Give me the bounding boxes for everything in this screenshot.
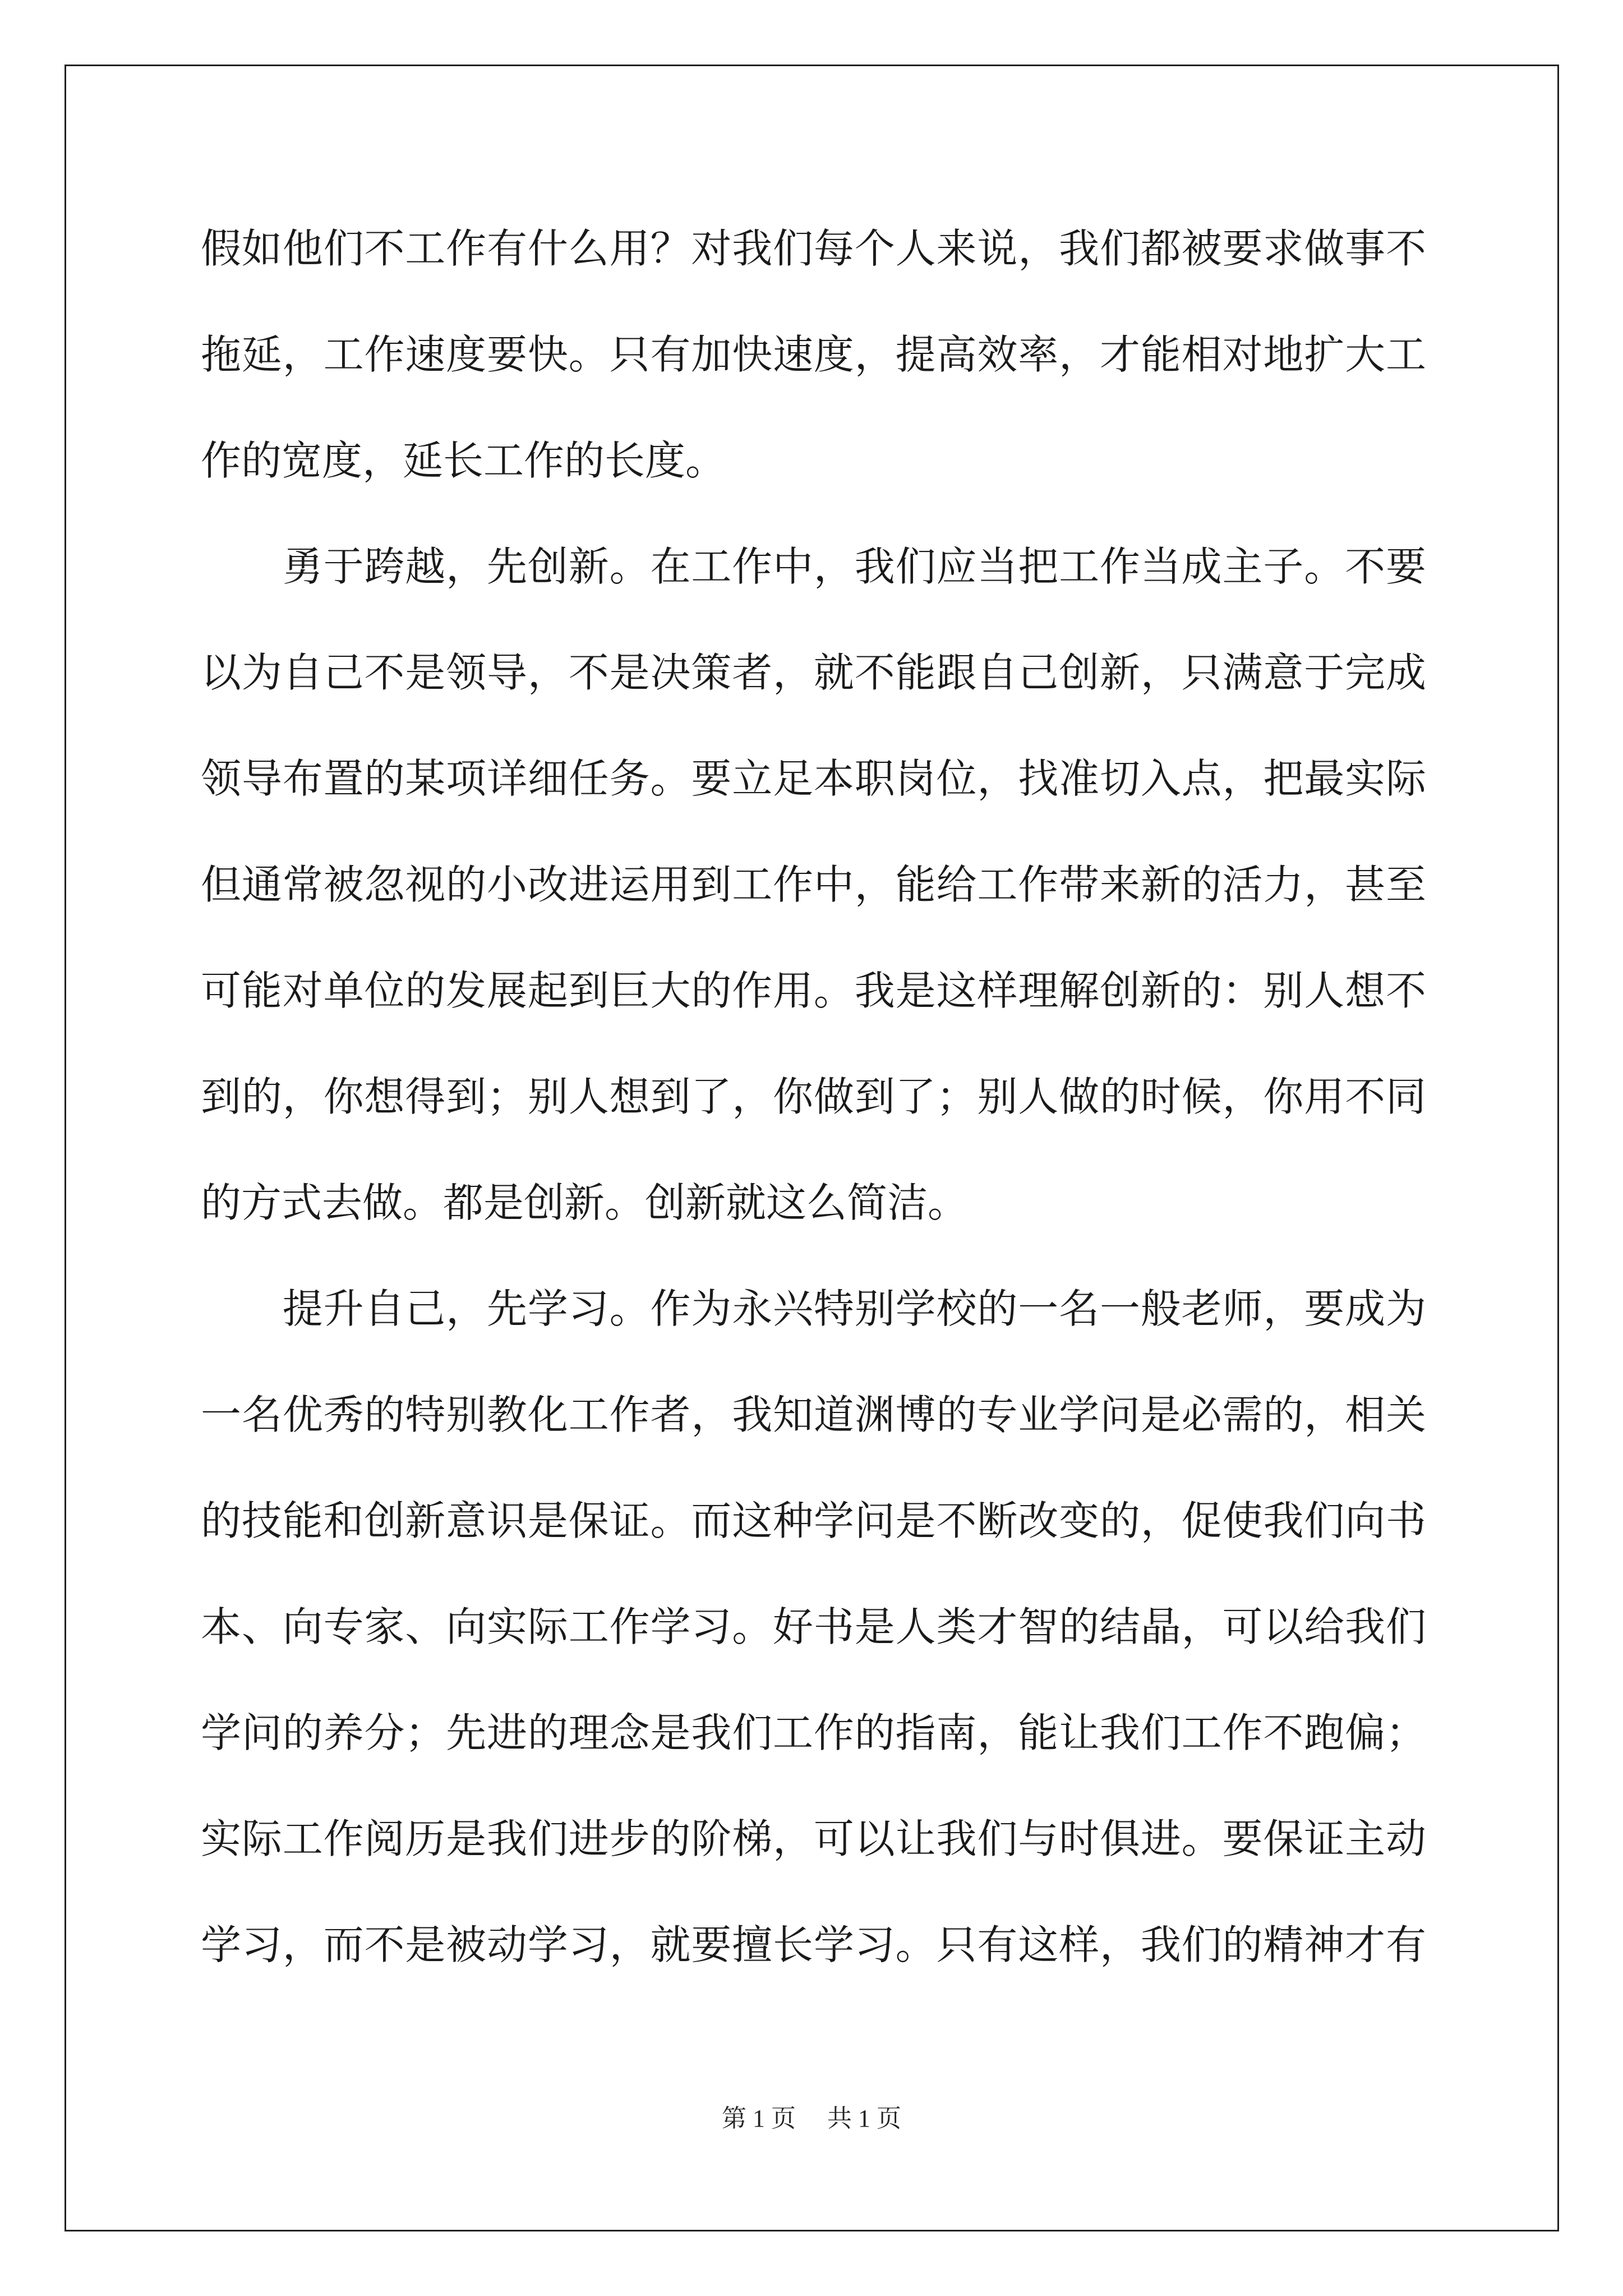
text-line: 可能对单位的发展起到巨大的作用。我是这样理解创新的：别人想不	[201, 967, 1426, 1014]
page-footer	[0, 2098, 1623, 2134]
text-line: 以为自己不是领导，不是决策者，就不能跟自己创新，只满意于完成	[201, 649, 1426, 696]
text-line: 学习，而不是被动学习，就要擅长学习。只有这样，我们的精神才有	[201, 1921, 1426, 1968]
text-line: 本、向专家、向实际工作学习。好书是人类才智的结晶，可以给我们	[201, 1603, 1426, 1650]
text-line: 但通常被忽视的小改进运用到工作中，能给工作带来新的活力，甚至	[201, 861, 1426, 908]
text-line: 的技能和创新意识是保证。而这种学问是不断改变的，促使我们向书	[201, 1497, 1426, 1544]
body-text	[201, 218, 1426, 2020]
text-line: 学问的养分；先进的理念是我们工作的指南，能让我们工作不跑偏；	[201, 1709, 1426, 1756]
text-line: 作的宽度，延长工作的长度。	[201, 437, 726, 484]
text-line: 勇于跨越，先创新。在工作中，我们应当把工作当成主子。不要	[201, 543, 1426, 590]
text-line: 提升自己，先学习。作为永兴特别学校的一名一般老师，要成为	[201, 1285, 1426, 1332]
page-total: 共 1 页	[827, 2105, 901, 2132]
text-line: 一名优秀的特别教化工作者，我知道渊博的专业学问是必需的，相关	[201, 1391, 1426, 1438]
text-line: 拖延，工作速度要快。只有加快速度，提高效率，才能相对地扩大工	[201, 331, 1426, 378]
text-line: 实际工作阅历是我们进步的阶梯，可以让我们与时俱进。要保证主动	[201, 1815, 1426, 1862]
text-line: 领导布置的某项详细任务。要立足本职岗位，找准切入点，把最实际	[201, 755, 1426, 802]
text-line: 到的，你想得到；别人想到了，你做到了；别人做的时候，你用不同	[201, 1073, 1426, 1120]
text-line: 假如他们不工作有什么用？对我们每个人来说，我们都被要求做事不	[201, 225, 1426, 272]
text-line: 的方式去做。都是创新。创新就这么简洁。	[201, 1179, 969, 1226]
page-number: 第 1 页	[722, 2105, 796, 2132]
